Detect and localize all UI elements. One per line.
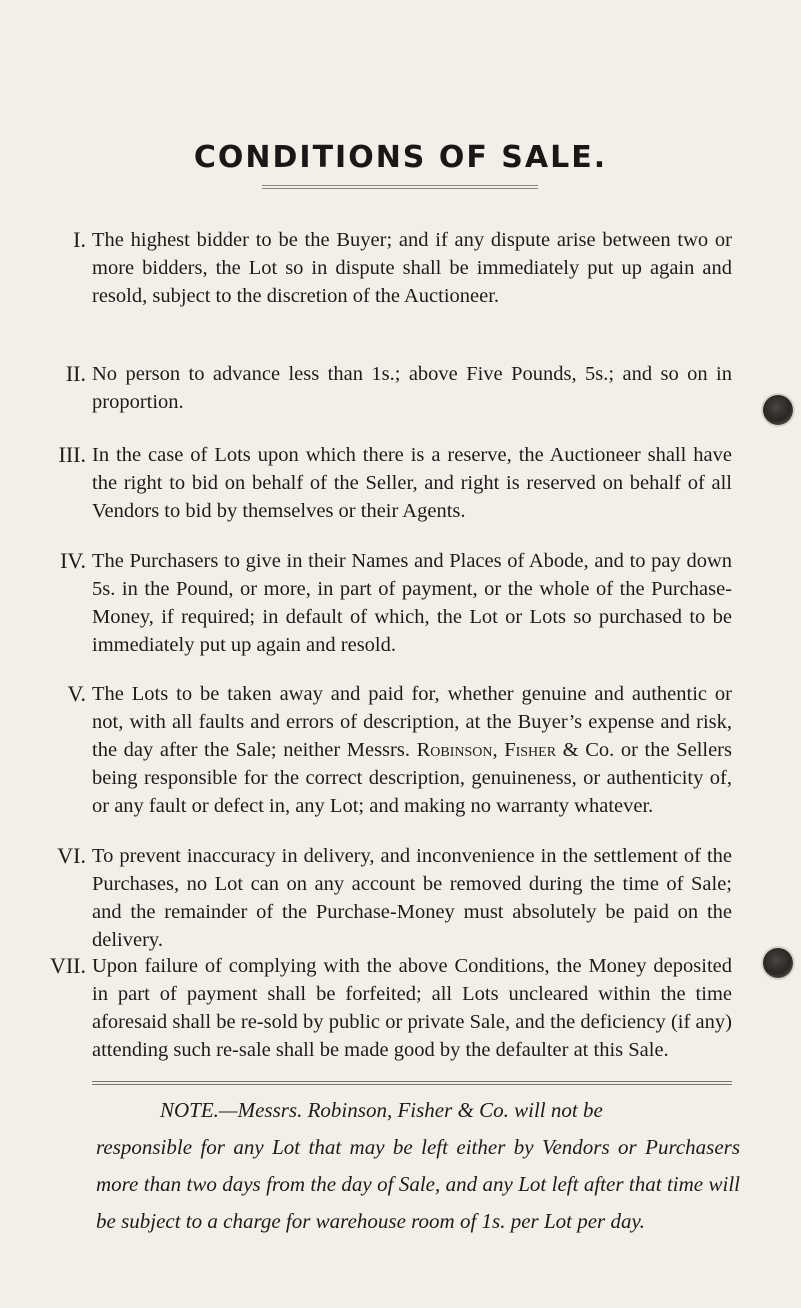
binding-hole [763,948,793,978]
condition-number: II. [65,361,86,386]
note-first-line [160,1092,740,1129]
condition-text-b: & Co. or the Sellers being responsible for the correct description, genuineness, or authenticity of, or any fault or defect in, any Lot; and making no warranty whatever. [92,739,732,817]
note-line1-rest: will not be [514,1098,603,1122]
condition-number: I. [73,227,86,252]
title-divider [262,185,538,189]
note-label: NOTE.—Messrs. Robinson, Fisher & Co. [160,1098,509,1122]
firm-name: Robinson, Fisher [416,739,557,761]
condition-number: IV. [60,548,86,573]
binding-hole [763,395,793,425]
condition-text [92,680,732,820]
section-divider [92,1081,732,1085]
condition-number: V. [67,681,86,706]
condition-text: To prevent inaccuracy in delivery, and inconvenience in the settlement of the Purchases, no Lot can on any account be removed during the time of Sale; and the remainder of the Purchase-Money must absolutely be paid on the delivery. [92,845,732,951]
condition-text-a: The Lots to be taken away and paid for, whether genuine and authentic or not, with all faults and errors of description, at the Buyer’s expense and risk, the day after the Sale; neither Messrs. [92,683,732,761]
condition-text: The highest bidder to be the Buyer; and if any dispute arise between two or more bidders, the Lot so in dispute shall be immediately put up again and resold, subject to the discretion of the Auctioneer. [92,229,732,307]
condition-number: VI. [57,843,86,868]
condition-text: In the case of Lots upon which there is a reserve, the Auctioneer shall have the right to bid on behalf of the Seller, and right is reserved on behalf of all Vendors to bid by themselves or their Agents. [92,444,732,522]
condition-number: III. [58,442,86,467]
condition-text: The Purchasers to give in their Names and Places of Abode, and to pay down 5s. in the Pound, or more, in part of payment, or the whole of the Purchase-Money, if required; in default of which, the Lot or Lots so purchased to be immediately put up again and resold. [92,550,732,656]
note-body: responsible for any Lot that may be left either by Vendors or Purchasers more than two days from the day of Sale, and any Lot left after that time will be subject to a charge for warehouse room of 1s. per Lot per day. [96,1135,740,1233]
page-title: CONDITIONS OF SALE. [193,140,608,175]
condition-number: VII. [49,953,86,978]
condition-text: Upon failure of complying with the above Conditions, the Money deposited in part of payment shall be forfeited; all Lots uncleared within the time aforesaid shall be re-sold by public or private Sale, and the deficiency (if any) attending such re-sale shall be made good by the defaulter at this Sale. [92,955,732,1061]
condition-text: No person to advance less than 1s.; above Five Pounds, 5s.; and so on in proportion. [92,363,732,413]
